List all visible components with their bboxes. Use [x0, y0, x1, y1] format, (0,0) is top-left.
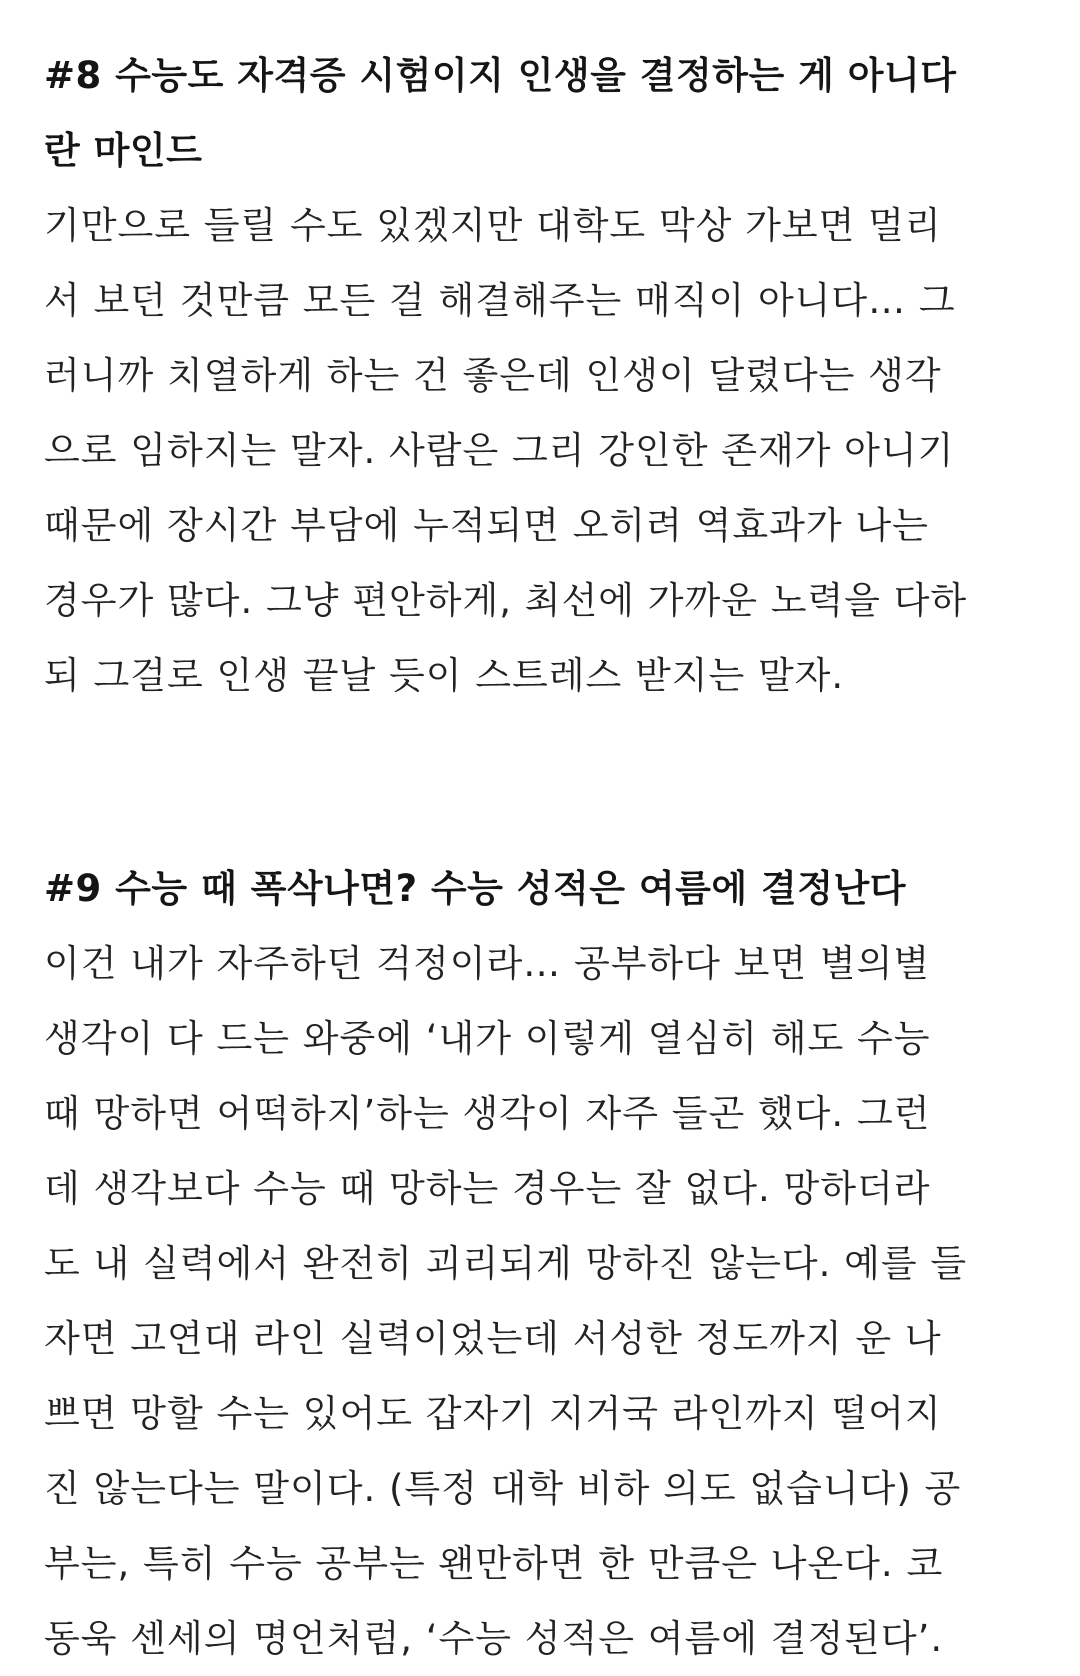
body-line: 도 내 실력에서 완전히 괴리되게 망하진 않는다. 예를 들 [44, 1242, 968, 1285]
section-9-heading [44, 851, 1044, 926]
body-line: 부는, 특히 수능 공부는 왠만하면 한 만큼은 나온다. 코 [44, 1542, 944, 1585]
article [44, 38, 1044, 1676]
section-8 [44, 38, 1044, 713]
body-line: 때 망하면 어떡하지’하는 생각이 자주 들곤 했다. 그런 [44, 1092, 931, 1135]
heading-line: 란 마인드 [44, 129, 203, 172]
section-8-body [44, 188, 1044, 713]
body-line: 동욱 센세의 명언처럼, ‘수능 성적은 여름에 결정된다’. [44, 1617, 944, 1660]
body-line: 러니까 치열하게 하는 건 좋은데 인생이 달렸다는 생각 [44, 354, 942, 397]
body-line: 서 보던 것만큼 모든 걸 해결해주는 매직이 아니다… 그 [44, 279, 956, 322]
section-8-heading [44, 38, 1044, 188]
section-9-body [44, 926, 1044, 1676]
body-line: 경우가 많다. 그냥 편안하게, 최선에 가까운 노력을 다하 [44, 579, 968, 622]
heading-line: #8 수능도 자격증 시험이지 인생을 결정하는 게 아니다 [44, 54, 957, 97]
body-line: 으로 임하지는 말자. 사람은 그리 강인한 존재가 아니기 [44, 429, 955, 472]
section-9 [44, 851, 1044, 1676]
body-line: 기만으로 들릴 수도 있겠지만 대학도 막상 가보면 멀리 [44, 204, 942, 247]
section-spacer [44, 713, 1044, 851]
heading-line: #9 수능 때 폭삭나면? 수능 성적은 여름에 결정난다 [44, 867, 906, 910]
body-line: 때문에 장시간 부담에 누적되면 오히려 역효과가 나는 [44, 504, 929, 547]
body-line: 쁘면 망할 수는 있어도 갑자기 지거국 라인까지 떨어지 [44, 1392, 942, 1435]
body-line: 되 그걸로 인생 끝날 듯이 스트레스 받지는 말자. [44, 654, 845, 697]
body-line: 자면 고연대 라인 실력이었는데 서성한 정도까지 운 나 [44, 1317, 942, 1360]
body-line: 생각이 다 드는 와중에 ‘내가 이렇게 열심히 해도 수능 [44, 1017, 931, 1060]
body-line: 이건 내가 자주하던 걱정이라… 공부하다 보면 별의별 [44, 942, 931, 985]
body-line: 진 않는다는 말이다. (특정 대학 비하 의도 없습니다) 공 [44, 1467, 962, 1510]
body-line: 데 생각보다 수능 때 망하는 경우는 잘 없다. 망하더라 [44, 1167, 931, 1210]
